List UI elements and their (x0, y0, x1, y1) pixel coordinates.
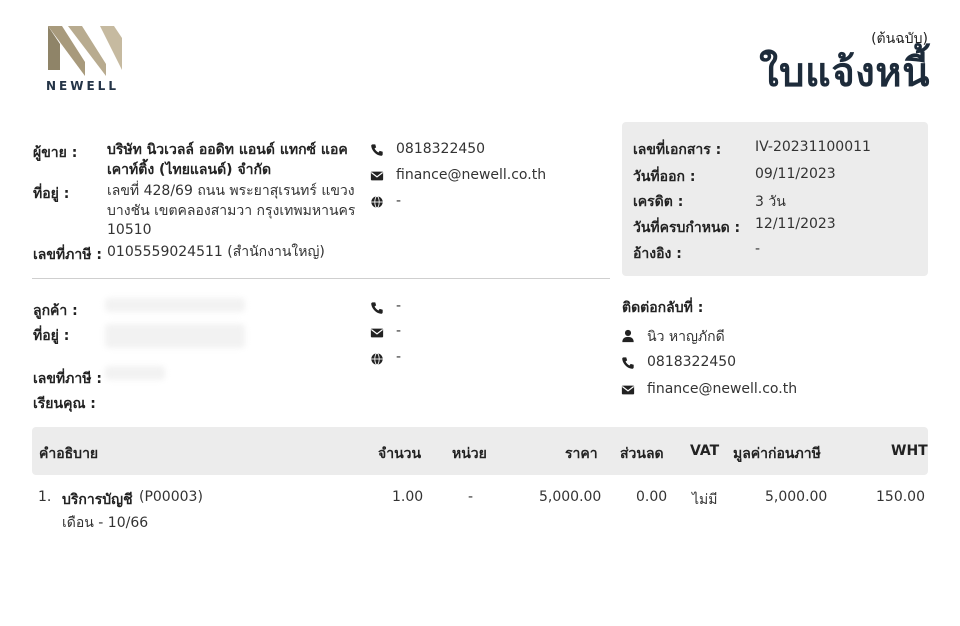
doc-number-label: เลขที่เอกสาร : (633, 142, 722, 158)
seller-tax-id: 0105559024511 (สำนักงานใหญ่) (107, 244, 325, 260)
seller-address-label: ที่อยู่ : (33, 186, 70, 202)
mail-icon (370, 169, 384, 183)
seller-email[interactable]: finance@newell.co.th (396, 167, 547, 183)
seller-website: - (396, 193, 402, 209)
seller-name-line1: บริษัท นิวเวลล์ ออดิท แอนด์ แทกซ์ แอค (107, 142, 348, 158)
col-vat: VAT (690, 443, 720, 459)
item-price: 5,000.00 (539, 489, 602, 505)
mail-icon (370, 326, 384, 340)
contact-label: ติดต่อกลับที่ : (622, 300, 704, 316)
seller-tax-label: เลขที่ภาษี : (33, 247, 102, 263)
col-quantity: จำนวน (378, 446, 422, 462)
customer-email: - (396, 323, 402, 339)
row-number: 1. (38, 489, 52, 505)
seller-phone: 0818322450 (396, 141, 486, 157)
due-date-label: วันที่ครบกำหนด : (633, 220, 741, 236)
customer-website: - (396, 349, 402, 365)
issue-date-label: วันที่ออก : (633, 169, 696, 185)
user-icon (621, 329, 635, 343)
item-discount: 0.00 (636, 489, 668, 505)
seller-address-line2: บางชัน เขตคลองสามวา กรุงเทพมหานคร (107, 203, 356, 219)
credit-terms: 3 วัน (755, 194, 786, 210)
reference: - (755, 241, 761, 257)
section-divider (32, 278, 610, 279)
col-unit: หน่วย (452, 446, 487, 462)
customer-tax-redacted (105, 366, 165, 380)
seller-label: ผู้ขาย : (33, 145, 78, 161)
contact-name: นิว หาญภักดี (647, 329, 725, 345)
due-date: 12/11/2023 (755, 216, 836, 232)
phone-icon (621, 356, 635, 370)
globe-icon (370, 352, 384, 366)
phone-icon (370, 301, 384, 315)
customer-label: ลูกค้า : (33, 303, 78, 319)
customer-tax-label: เลขที่ภาษี : (33, 371, 102, 387)
seller-address-line3: 10510 (107, 222, 152, 238)
mail-icon (621, 383, 635, 397)
col-pretax: มูลค่าก่อนภาษี (733, 446, 821, 462)
item-vat: ไม่มี (692, 492, 718, 508)
issue-date: 09/11/2023 (755, 166, 836, 182)
seller-name-line2: เคาท์ติ้ง (ไทยแลนด์) จำกัด (107, 162, 272, 178)
customer-address-redacted (105, 324, 245, 348)
customer-phone: - (396, 298, 402, 314)
phone-icon (370, 143, 384, 157)
item-detail: เดือน - 10/66 (62, 515, 149, 531)
document-title: ใบแจ้งหนี้ (759, 50, 930, 96)
attention-label: เรียนคุณ : (33, 396, 96, 412)
item-name: บริการบัญชี (62, 492, 133, 508)
item-unit: - (468, 489, 474, 505)
credit-label: เครดิต : (633, 194, 684, 210)
col-description: คำอธิบาย (39, 446, 99, 462)
item-pretax: 5,000.00 (765, 489, 828, 505)
item-wht: 150.00 (876, 489, 925, 505)
contact-phone: 0818322450 (647, 354, 737, 370)
item-code: (P00003) (139, 489, 203, 505)
seller-address-line1: เลขที่ 428/69 ถนน พระยาสุเรนทร์ แขวง (107, 183, 355, 199)
customer-address-label: ที่อยู่ : (33, 328, 70, 344)
reference-label: อ้างอิง : (633, 246, 682, 262)
customer-name-redacted (105, 298, 245, 312)
brand-name: NEWELL (46, 79, 119, 93)
col-price: ราคา (565, 446, 598, 462)
globe-icon (370, 195, 384, 209)
contact-email[interactable]: finance@newell.co.th (647, 381, 798, 397)
document-subtitle: (ต้นฉบับ) (871, 31, 928, 47)
col-discount: ส่วนลด (620, 446, 664, 462)
item-quantity: 1.00 (392, 489, 424, 505)
col-wht: WHT (891, 443, 928, 459)
doc-number: IV-20231100011 (755, 139, 871, 155)
